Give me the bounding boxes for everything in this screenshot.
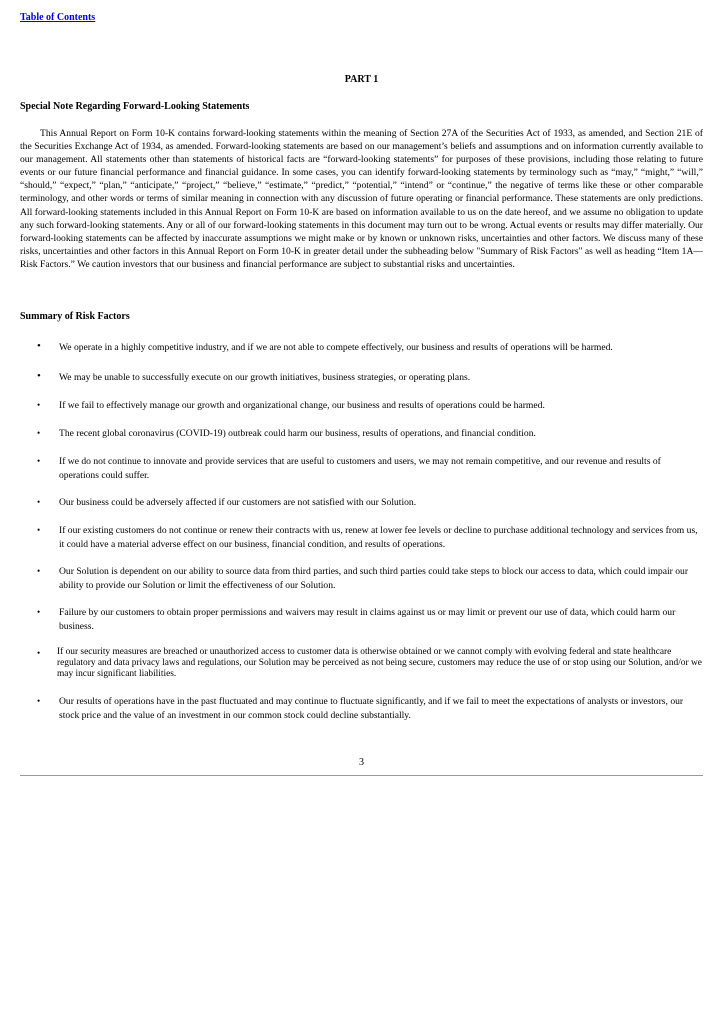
risk-item-text: We may be unable to successfully execute on our growth initiatives, business strategies, or operating plans.	[59, 372, 471, 383]
risk-item-text: If we fail to effectively manage our growth and organizational change, our business and results of operations could be harmed.	[59, 400, 545, 411]
page-number: 3	[359, 757, 364, 768]
page-divider	[20, 775, 703, 776]
risk-item-text: If our existing customers do not continue or renew their contracts with us, renew at lower fee levels or decline to purchase additional technology and services from us, it could have a material adverse effect on our business, financial condition, and results of operations.	[59, 525, 698, 550]
forward-looking-paragraph: This Annual Report on Form 10-K contains forward-looking statements within the meaning of Section 27A of the Securities Act of 1933, as amended, and Section 21E of the Securities Exchange Act of 1934, as amended. Forward-looking statements are based on our management’s beliefs and assumptions and on information currently available to our management. All statements other than statements of historical facts are “forward-looking statements” for purposes of these provisions, including those relating to future events or our future financial performance and financial guidance. In some cases, you can identify forward-looking statements by terminology such as “may,” “might,” “will,” “should,” “expect,” “plan,” “anticipate,” “project,” “believe,” “estimate,” “predict,” “potential,” “intend” or “continue,” the negative of terms like these or other comparable terminology, and other words or terms of similar meaning in connection with any discussion of future operating or financial performance. These statements are only predictions. All forward-looking statements included in this Annual Report on Form 10-K are based on information available to us on the date hereof, and we assume no obligation to update any such forward-looking statements. Any or all of our forward-looking statements in this document may turn out to be wrong. Actual events or results may differ materially. Our forward-looking statements can be affected by inaccurate assumptions we might make or by known or unknown risks, uncertainties and other factors. We discuss many of these risks, uncertainties and other factors in this Annual Report on Form 10-K in greater detail under the subheading below "Summary of Risk Factors" as well as heading “Item 1A—Risk Factors.” We caution investors that our business and financial performance are subject to substantial risks and uncertainties.	[20, 128, 703, 270]
bullet-icon: •	[37, 607, 41, 617]
bullet-icon: •	[37, 648, 41, 658]
risk-item-text: Our business could be adversely affected if our customers are not satisfied with our Solution.	[59, 497, 417, 508]
risk-item-text: If our security measures are breached or unauthorized access to customer data is otherwise obtained or we cannot comply with evolving federal and state healthcare regulatory and data privacy laws and regulations, our Solution may be perceived as not being secure, customers may reduce the use of or stop using our Solution, and/or we may incur significant liabilities.	[57, 647, 702, 679]
bullet-icon: •	[37, 525, 41, 535]
risk-item-text: Our results of operations have in the past fluctuated and may continue to fluctuate significantly, and if we fail to meet the expectations of analysts or investors, our stock price and the value of an investment in our common stock could decline substantially.	[59, 696, 684, 721]
risk-factors-heading: Summary of Risk Factors	[20, 311, 130, 322]
bullet-icon: •	[37, 400, 41, 410]
bullet-icon: •	[37, 566, 41, 576]
part-title: PART 1	[344, 74, 379, 85]
bullet-icon: •	[37, 428, 41, 438]
table-of-contents-link[interactable]: Table of Contents	[20, 12, 96, 23]
risk-item-text: Failure by our customers to obtain proper permissions and waivers may result in claims against us or may limit or prevent our use of data, which could harm our business.	[59, 607, 676, 632]
risk-item-text: Our Solution is dependent on our ability to source data from third parties, and such third parties could take steps to block our access to data, which could impair our ability to provide our Solution or limit the effectiveness of our Solution.	[59, 566, 689, 591]
bullet-icon: •	[37, 497, 41, 507]
forward-looking-heading: Special Note Regarding Forward-Looking Statements	[20, 101, 250, 112]
risk-item-text: We operate in a highly competitive industry, and if we are not able to compete effectively, our business and results of operations will be harmed.	[59, 342, 613, 353]
bullet-icon: •	[37, 696, 41, 706]
risk-item-text: If we do not continue to innovate and provide services that are useful to customers and users, we may not remain competitive, and our revenue and results of operations could suffer.	[59, 456, 661, 481]
bullet-icon: •	[37, 340, 41, 352]
bullet-icon: •	[37, 370, 41, 382]
bullet-icon: •	[37, 456, 41, 466]
risk-item-text: The recent global coronavirus (COVID-19) outbreak could harm our business, results of operations, and financial condition.	[59, 428, 536, 439]
